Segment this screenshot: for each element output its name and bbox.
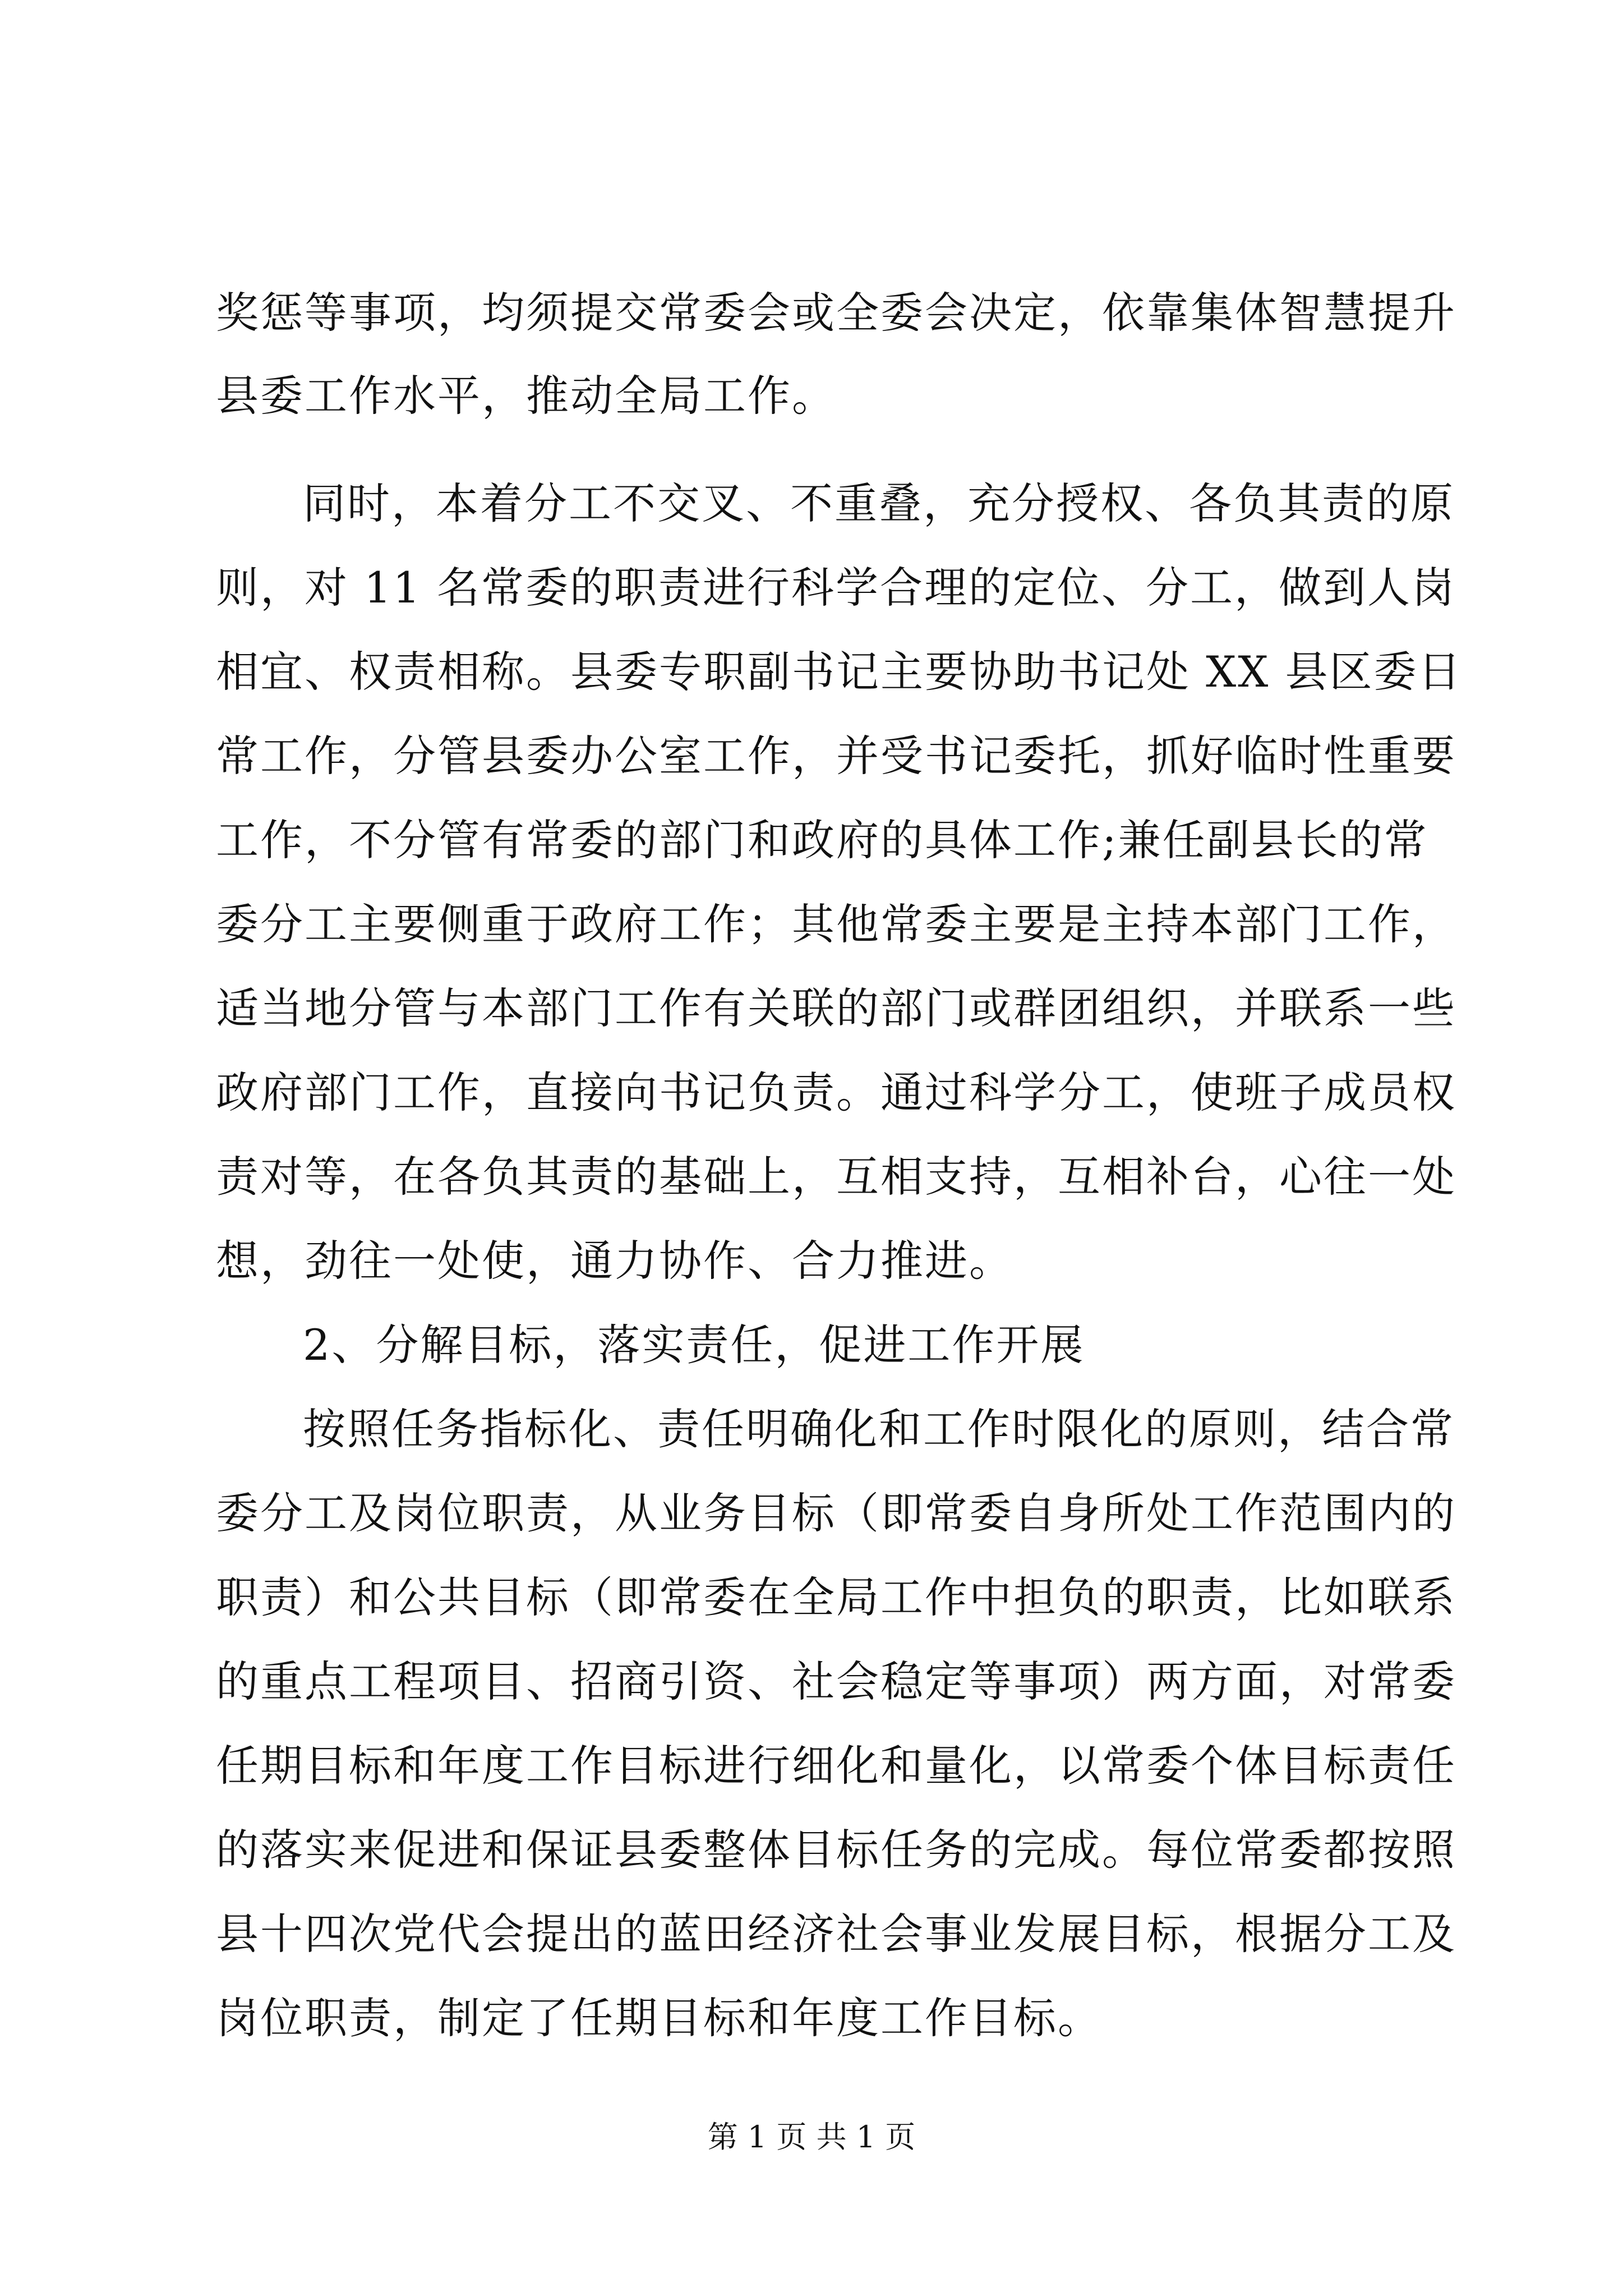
text-line: 适当地分管与本部门工作有关联的部门或群团组织，并联系一些 xyxy=(216,983,1456,1033)
text-line: 的重点工程项目、招商引资、社会稳定等事项）两方面，对常委 xyxy=(216,1657,1456,1706)
section-heading: 2、分解目标，落实责任，促进工作开展 xyxy=(303,1320,1085,1370)
text-line: 想，劲往一处使，通力协作、合力推进。 xyxy=(216,1236,1013,1286)
text-line: 委分工主要侧重于政府工作；其他常委主要是主持本部门工作， xyxy=(216,899,1456,949)
text-line: 奖惩等事项，均须提交常委会或全委会决定，依靠集体智慧提升 xyxy=(216,288,1456,338)
text-line: 责对等，在各负其责的基础上，互相支持，互相补台，心往一处 xyxy=(216,1152,1456,1202)
text-line: 委分工及岗位职责，从业务目标（即常委自身所处工作范围内的 xyxy=(216,1488,1456,1538)
text-line: 的落实来促进和保证县委整体目标任务的完成。每位常委都按照 xyxy=(216,1825,1456,1875)
paragraph-first-line: 按照任务指标化、责任明确化和工作时限化的原则，结合常 xyxy=(303,1404,1455,1454)
text-line: 则，对 11 名常委的职责进行科学合理的定位、分工，做到人岗 xyxy=(216,563,1456,613)
text-line: 政府部门工作，直接向书记负责。通过科学分工，使班子成员权 xyxy=(216,1068,1456,1117)
text-line: 县委工作水平，推动全局工作。 xyxy=(216,371,836,421)
text-line: 相宜、权责相称。县委专职副书记主要协助书记处 XX 县区委日 xyxy=(216,647,1463,697)
page-footer: 第 1 页 共 1 页 xyxy=(707,2119,916,2155)
paragraph-first-line: 同时，本着分工不交叉、不重叠，充分授权、各负其责的原 xyxy=(303,478,1455,528)
text-line: 任期目标和年度工作目标进行细化和量化，以常委个体目标责任 xyxy=(216,1741,1456,1791)
text-line: 职责）和公共目标（即常委在全局工作中担负的职责，比如联系 xyxy=(216,1572,1456,1622)
text-line: 县十四次党代会提出的蓝田经济社会事业发展目标，根据分工及 xyxy=(216,1909,1456,1959)
text-line: 岗位职责，制定了任期目标和年度工作目标。 xyxy=(216,1993,1102,2043)
text-line: 工作，不分管有常委的部门和政府的具体工作;兼任副县长的常 xyxy=(216,815,1428,865)
text-line: 常工作，分管县委办公室工作，并受书记委托，抓好临时性重要 xyxy=(216,731,1456,781)
